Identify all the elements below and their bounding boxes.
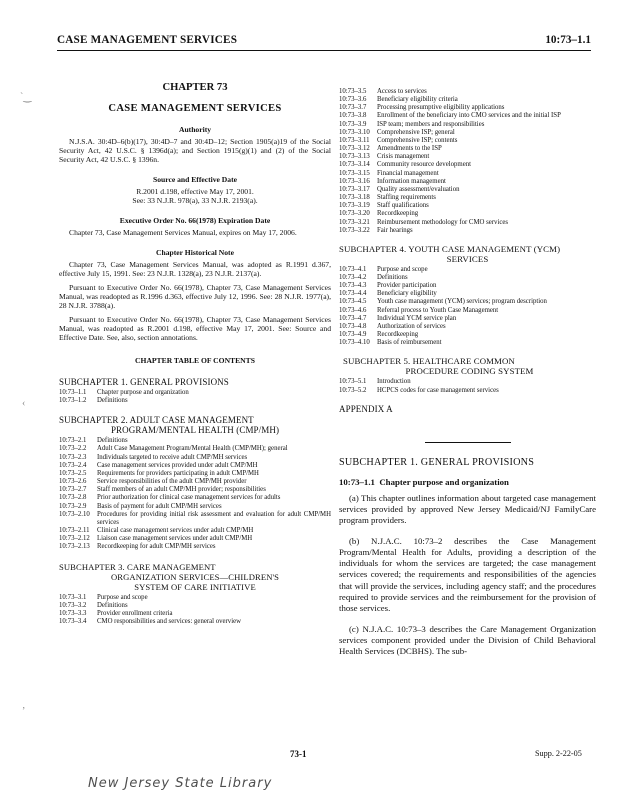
- toc-item[interactable]: 10:73–3.19 Staff qualifications: [339, 202, 429, 210]
- toc-item[interactable]: 10:73–3.16 Information management: [339, 177, 446, 185]
- section-title: Chapter purpose and organization: [379, 476, 509, 487]
- toc-item[interactable]: 10:73–3.18 Staffing requirements: [339, 194, 436, 202]
- subchapter-1-heading: SUBCHAPTER 1. GENERAL PROVISIONS: [339, 456, 535, 468]
- toc-item[interactable]: 10:73–2.3 Individuals targeted to receive adult CMP/MH services: [59, 453, 248, 461]
- toc-item[interactable]: 10:73–3.13 Crisis management: [339, 153, 430, 161]
- toc-item[interactable]: 10:73–2.8 Prior authorization for clinical case management services for adults: [59, 494, 281, 502]
- subchapter-1-toc: [59, 389, 331, 405]
- toc-item[interactable]: 10:73–3.2 Definitions: [59, 601, 128, 609]
- authority-heading: Authority: [178, 125, 212, 134]
- toc-item[interactable]: 10:73–4.9 Recordkeeping: [339, 331, 419, 339]
- toc-item[interactable]: 10:73–3.14 Community resource development: [339, 161, 472, 169]
- running-header: [57, 34, 591, 51]
- toc-item[interactable]: 10:73–2.12 Liaison case management services under adult CMP/MH: [59, 535, 253, 543]
- toc-item[interactable]: 10:73–3.4 CMO responsibilities and services: general overview: [59, 617, 242, 625]
- exec-order-text: Chapter 73, Case Management Services Manual, expires on May 17, 2006.: [69, 228, 297, 237]
- toc-item[interactable]: 10:73–2.10 Procedures for providing initial risk assessment and evaluation for adult CMP/MH services: [59, 510, 331, 526]
- left-column: [59, 60, 331, 626]
- subchapter-4-title: SUBCHAPTER 4. YOUTH CASE MANAGEMENT (YCM) SERVICES: [339, 243, 561, 264]
- toc-item[interactable]: 10:73–2.6 Service responsibilities of the adult CMP/MH provider: [59, 478, 247, 486]
- toc-item[interactable]: 10:73–3.17 Quality assessment/evaluation: [339, 185, 460, 193]
- toc-item[interactable]: 10:73–3.22 Fair hearings: [339, 226, 413, 234]
- paragraph-c: (c) N.J.A.C. 10:73–3 describes the Care Management Organization services component provided under the Division of Child Behavioral Health Services (DCBHS). The sub-: [339, 623, 596, 657]
- subchapter-5-toc: [339, 378, 596, 394]
- header-section-number: 10:73–1.1: [545, 34, 591, 46]
- toc-item[interactable]: 10:73–2.7 Staff members of an adult CMP/MH provider; responsibilities: [59, 486, 266, 494]
- toc-item[interactable]: 10:73–3.15 Financial management: [339, 169, 439, 177]
- toc-item[interactable]: 10:73–4.1 Purpose and scope: [339, 265, 428, 273]
- toc-item[interactable]: 10:73–1.1 Chapter purpose and organization: [59, 389, 189, 396]
- header-title: CASE MANAGEMENT SERVICES: [57, 34, 238, 46]
- subchapter-1-title: SUBCHAPTER 1. GENERAL PROVISIONS: [59, 377, 229, 387]
- chapter-title: CASE MANAGEMENT SERVICES: [108, 103, 282, 114]
- page-number: 73-1: [290, 749, 307, 759]
- toc-item[interactable]: 10:73–2.9 Basis of payment for adult CMP/MH services: [59, 502, 222, 510]
- scan-mark: ‚: [22, 700, 26, 711]
- subchapter-2-toc: [59, 437, 331, 551]
- toc-heading: CHAPTER TABLE OF CONTENTS: [135, 356, 255, 365]
- subchapter-5-title: SUBCHAPTER 5. HEALTHCARE COMMON PROCEDURE CODING SYSTEM: [343, 356, 534, 377]
- toc-item[interactable]: 10:73–5.2 HCPCS codes for case management services: [339, 386, 499, 394]
- toc-item[interactable]: 10:73–3.3 Provider enrollment criteria: [59, 609, 173, 617]
- authority-text: N.J.S.A. 30:4D–6(b)(17), 30:4D–7 and 30:4D–12; Section 1905(a)19 of the Social Security Act, 42 U.S.C. § 1396d(a); and Section 1915(g)(1) and (2) of the Social Security Act, 42 U.S.C. § 1396n.: [59, 137, 331, 164]
- historical-note-p3: Pursuant to Executive Order No. 66(1978), Chapter 73, Case Management Services Manual, was readopted as R.2001 d.198, effective May 17, 2001. See: Source and Effective Date. See, also, section annotations.: [59, 315, 331, 342]
- chapter-number: CHAPTER 73: [162, 82, 228, 93]
- subchapter-3-title: SUBCHAPTER 3. CARE MANAGEMENT ORGANIZATION SERVICES—CHILDREN'S SYSTEM OF CARE INITIATIVE: [59, 561, 280, 592]
- toc-item[interactable]: 10:73–4.8 Authorization of services: [339, 322, 446, 330]
- section-number: 10:73–1.1: [339, 476, 375, 487]
- toc-item[interactable]: 10:73–4.6 Referral process to Youth Case Management: [339, 306, 499, 314]
- toc-item[interactable]: 10:73–4.10 Basis of reimbursement: [339, 339, 442, 347]
- source-line-2: See: 33 N.J.R. 978(a), 33 N.J.R. 2193(a).: [132, 196, 258, 205]
- subchapter-4-toc: [339, 266, 596, 348]
- toc-item[interactable]: 10:73–3.11 Comprehensive ISP; contents: [339, 136, 458, 144]
- toc-item[interactable]: 10:73–2.11 Clinical case management services under adult CMP/MH: [59, 527, 254, 535]
- toc-item[interactable]: 10:73–3.6 Beneficiary eligibility criteria: [339, 96, 458, 104]
- toc-item[interactable]: 10:73–3.1 Purpose and scope: [59, 593, 148, 601]
- toc-item[interactable]: 10:73–5.1 Introduction: [339, 378, 411, 386]
- toc-item[interactable]: 10:73–3.12 Amendments to the ISP: [339, 145, 442, 153]
- historical-note-p1: Chapter 73, Case Management Services Manual, was adopted as R.1991 d.367, effective July 15, 1991. See: 23 N.J.R. 1328(a), 23 N.J.R. 2137(a).: [59, 260, 331, 278]
- toc-item[interactable]: 10:73–4.7 Individual YCM service plan: [339, 314, 457, 322]
- source-line-1: R.2001 d.198, effective May 17, 2001.: [136, 187, 254, 196]
- toc-item[interactable]: 10:73–3.8 Enrollment of the beneficiary into CMO services and the initial ISP: [339, 112, 561, 120]
- toc-item[interactable]: 10:73–1.2 Definitions: [59, 397, 128, 405]
- toc-item[interactable]: 10:73–3.5 Access to services: [339, 88, 427, 95]
- scan-mark: ˋ‿: [20, 92, 32, 103]
- toc-item[interactable]: 10:73–3.9 ISP team; members and responsibilities: [339, 120, 485, 128]
- right-column: [339, 88, 596, 658]
- toc-item[interactable]: 10:73–2.5 Requirements for providers participating in adult CMP/MH: [59, 469, 259, 477]
- paragraph-b: (b) N.J.A.C. 10:73–2 describes the Case Management Program/Mental Health for Adults, providing a description of the individuals for whom the services are targeted; the case management services covered; the requirements and responsibilities of the agencies that will provide the services, including agency staff; and the procedures required to provide services and the reimbursement for the provision of those services.: [339, 535, 596, 614]
- historical-note-p2: Pursuant to Executive Order No. 66(1978), Chapter 73, Case Management Services Manual, was readopted as R.1996 d.363, effective July 12, 1996. See: 28 N.J.R. 1977(a), 28 N.J.R. 3788(a).: [59, 283, 331, 310]
- section-heading: [339, 477, 596, 487]
- toc-item[interactable]: 10:73–2.4 Case management services provided under adult CMP/MH: [59, 461, 258, 469]
- toc-item[interactable]: 10:73–4.4 Beneficiary eligibility: [339, 290, 437, 298]
- toc-item[interactable]: 10:73–2.2 Adult Case Management Program/Mental Health (CMP/MH); general: [59, 445, 288, 453]
- source-heading: Source and Effective Date: [152, 175, 237, 184]
- historical-note-heading: Chapter Historical Note: [156, 248, 234, 257]
- paragraph-a: (a) This chapter outlines information about targeted case management services provided by approved New Jersey Medicaid/NJ FamilyCare program providers.: [339, 492, 596, 526]
- subchapter-2-title: SUBCHAPTER 2. ADULT CASE MANAGEMENT PROGRAM/MENTAL HEALTH (CMP/MH): [59, 415, 280, 436]
- toc-item[interactable]: 10:73–2.13 Recordkeeping for adult CMP/MH services: [59, 543, 216, 551]
- appendix-a[interactable]: APPENDIX A: [339, 403, 393, 414]
- supplement-date: Supp. 2-22-05: [535, 749, 582, 758]
- subchapter-3-toc-right: [339, 88, 596, 235]
- toc-item[interactable]: 10:73–3.10 Comprehensive ISP; general: [339, 128, 455, 136]
- subchapter-3-toc-left: [59, 594, 331, 627]
- toc-item[interactable]: 10:73–4.3 Provider participation: [339, 282, 437, 290]
- toc-item[interactable]: 10:73–3.21 Reimbursement methodology for CMO services: [339, 218, 509, 226]
- scan-mark: ‹: [22, 398, 26, 409]
- toc-item[interactable]: 10:73–4.2 Definitions: [339, 273, 408, 281]
- toc-item[interactable]: 10:73–3.20 Recordkeeping: [339, 210, 419, 218]
- exec-order-heading: Executive Order No. 66(1978) Expiration Date: [119, 216, 271, 225]
- section-divider: [425, 442, 511, 443]
- toc-item[interactable]: 10:73–4.5 Youth case management (YCM) services; program description: [339, 298, 547, 306]
- toc-item[interactable]: 10:73–2.1 Definitions: [59, 437, 128, 445]
- library-stamp: New Jersey State Library: [88, 776, 273, 791]
- toc-item[interactable]: 10:73–3.7 Processing presumptive eligibility applications: [339, 104, 505, 112]
